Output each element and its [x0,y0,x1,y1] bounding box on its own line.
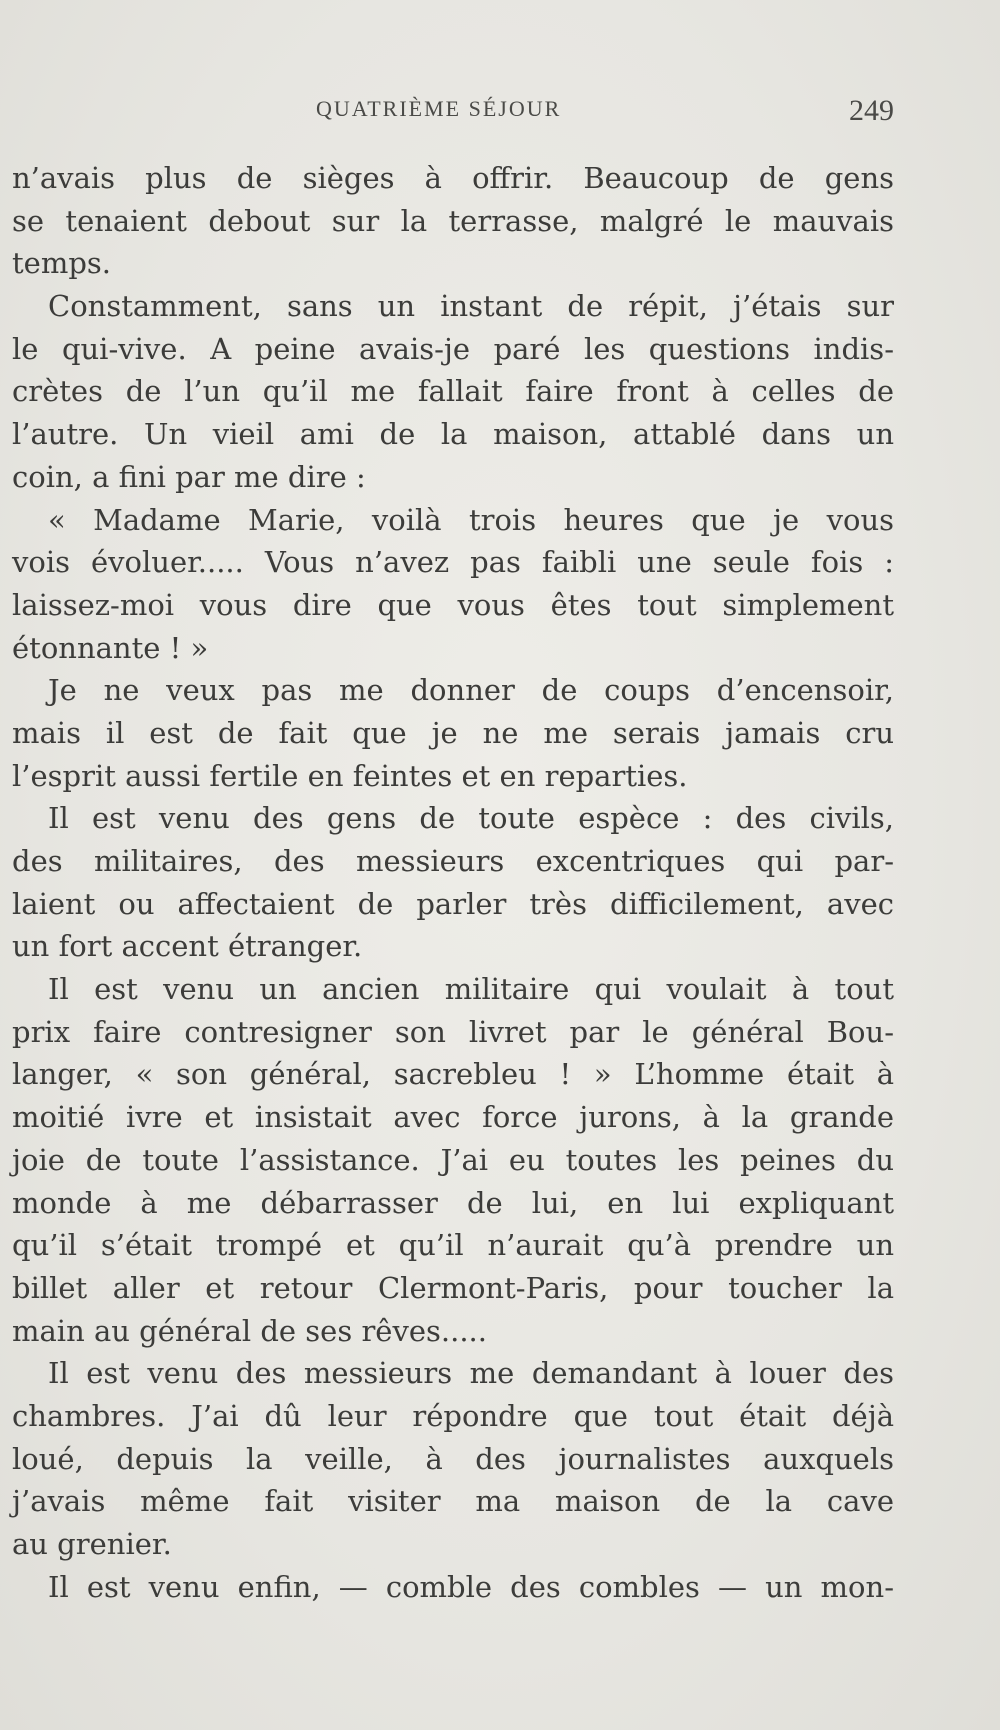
text-line: Il est venu des gens de toute espèce : des civils, [48,801,894,836]
text-line: main au général de ses rêves..... [12,1313,487,1348]
text-line: un fort accent étranger. [12,929,363,964]
text-line: prix faire contresigner son livret par le général Bou- [12,1014,894,1049]
text-line: au grenier. [12,1527,172,1561]
text-line: Il est venu un ancien militaire qui voulait à tout [48,972,894,1007]
text-line: n’avais plus de sièges à offrir. Beaucoup de gens [12,161,894,195]
text-line: langer, « son général, sacrebleu ! » L’homme était à [12,1057,894,1092]
running-head [14,96,894,132]
text-line: coin, a fini par me dire : [12,459,366,494]
body-text [12,157,894,1608]
page-number: 249 [849,94,894,127]
text-line: moitié ivre et insistait avec force jurons, à la grande [12,1100,894,1135]
text-line: crètes de l’un qu’il me fallait faire front à celles de [12,374,894,409]
text-line: des militaires, des messieurs excentriques qui par- [12,844,894,878]
text-line: le qui-vive. A peine avais-je paré les questions indis- [12,331,894,366]
text-line: qu’il s’était trompé et qu’il n’aurait qu’à prendre un [12,1228,894,1263]
text-line: monde à me débarrasser de lui, en lui expliquant [12,1185,894,1220]
text-line: l’autre. Un vieil ami de la maison, attablé dans un [12,417,894,452]
running-title: QUATRIÈME SÉJOUR [316,96,562,121]
text-line: Constamment, sans un instant de répit, j’étais sur [48,289,894,324]
text-line: l’esprit aussi fertile en feintes et en reparties. [12,758,688,793]
text-line: temps. [12,246,111,281]
text-line: vois évoluer..... Vous n’avez pas faibli une seule fois : [12,545,894,580]
text-line: Il est venu enfin, — comble des combles — un mon- [48,1569,894,1604]
text-line: se tenaient debout sur la terrasse, malgré le mauvais [12,203,894,238]
text-line: mais il est de fait que je ne me serais jamais cru [12,715,894,750]
text-line: laissez-moi vous dire que vous êtes tout simplement [12,587,894,622]
text-line: joie de toute l’assistance. J’ai eu toutes les peines du [12,1142,894,1177]
text-line: Je ne veux pas me donner de coups d’encensoir, [48,673,894,708]
text-line: loué, depuis la veille, à des journalistes auxquels [12,1441,894,1476]
text-line: étonnante ! » [12,630,209,665]
text-line: billet aller et retour Clermont-Paris, pour toucher la [12,1270,894,1305]
text-line: laient ou affectaient de parler très difficilement, avec [12,886,894,921]
text-line: chambres. J’ai dû leur répondre que tout était déjà [12,1398,894,1433]
text-line: j’avais même fait visiter ma maison de la cave [12,1484,894,1519]
text-line: Il est venu des messieurs me demandant à louer des [48,1356,894,1391]
text-line: « Madame Marie, voilà trois heures que je vous [48,502,894,537]
